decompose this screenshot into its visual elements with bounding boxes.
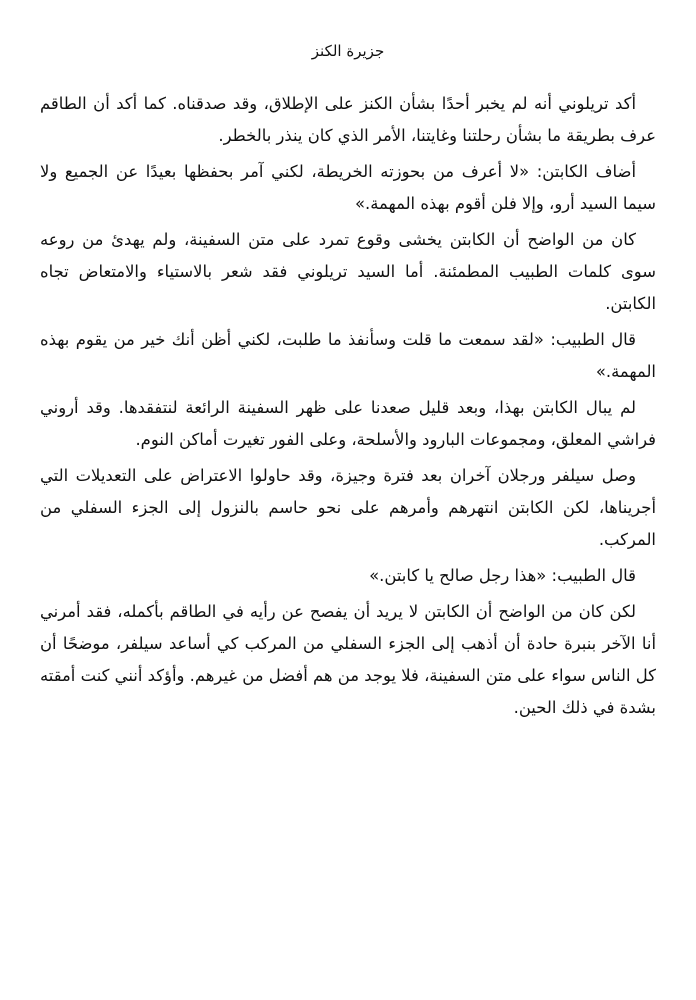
- body-text: [40, 88, 656, 724]
- paragraph: كان من الواضح أن الكابتن يخشى وقوع تمرد على متن السفينة، ولم يهدئ من روعه سوى كلمات الطبيب المطمئنة. أما السيد تريلوني فقد شعر بالاستياء والامتعاض تجاه الكابتن.: [40, 230, 656, 313]
- paragraph: لكن كان من الواضح أن الكابتن لا يريد أن يفصح عن رأيه في الطاقم بأكمله، فقد أمرني أنا الآخر بنبرة حادة أن أذهب إلى الجزء السفلي من المركب كي أساعد سيلفر، موضحًا أن كل الناس سواء على متن السفينة، فلا يوجد من هم أفضل من غيرهم. وأؤكد أنني كنت أمقته بشدة في ذلك الحين.: [40, 602, 656, 717]
- paragraph: لم يبال الكابتن بهذا، وبعد قليل صعدنا على ظهر السفينة الرائعة لنتفقدها. وقد أروني فراشي المعلق، ومجموعات البارود والأسلحة، وعلى الفور تغيرت أماكن النوم.: [40, 398, 656, 449]
- paragraph: قال الطبيب: «هذا رجل صالح يا كابتن.»: [369, 566, 636, 585]
- paragraph: قال الطبيب: «لقد سمعت ما قلت وسأنفذ ما طلبت، لكني أظن أنك خير من يقوم بهذه المهمة.»: [40, 330, 656, 381]
- paragraph: أكد تريلوني أنه لم يخبر أحدًا بشأن الكنز على الإطلاق، وقد صدقناه. كما أكد أن الطاقم عرف بطريقة ما بشأن رحلتنا وغايتنا، الأمر الذي كان ينذر بالخطر.: [40, 94, 656, 145]
- paragraph: وصل سيلفر ورجلان آخران بعد فترة وجيزة، وقد حاولوا الاعتراض على التعديلات التي أجريناها، لكن الكابتن انتهرهم وأمرهم على نحو حاسم بالنزول إلى الجزء السفلي من المركب.: [40, 466, 656, 549]
- running-title: جزيرة الكنز: [311, 42, 385, 60]
- paragraph: أضاف الكابتن: «لا أعرف من بحوزته الخريطة، لكني آمر بحفظها بعيدًا عن الجميع ولا سيما السيد أرو، وإلا فلن أقوم بهذه المهمة.»: [40, 162, 656, 213]
